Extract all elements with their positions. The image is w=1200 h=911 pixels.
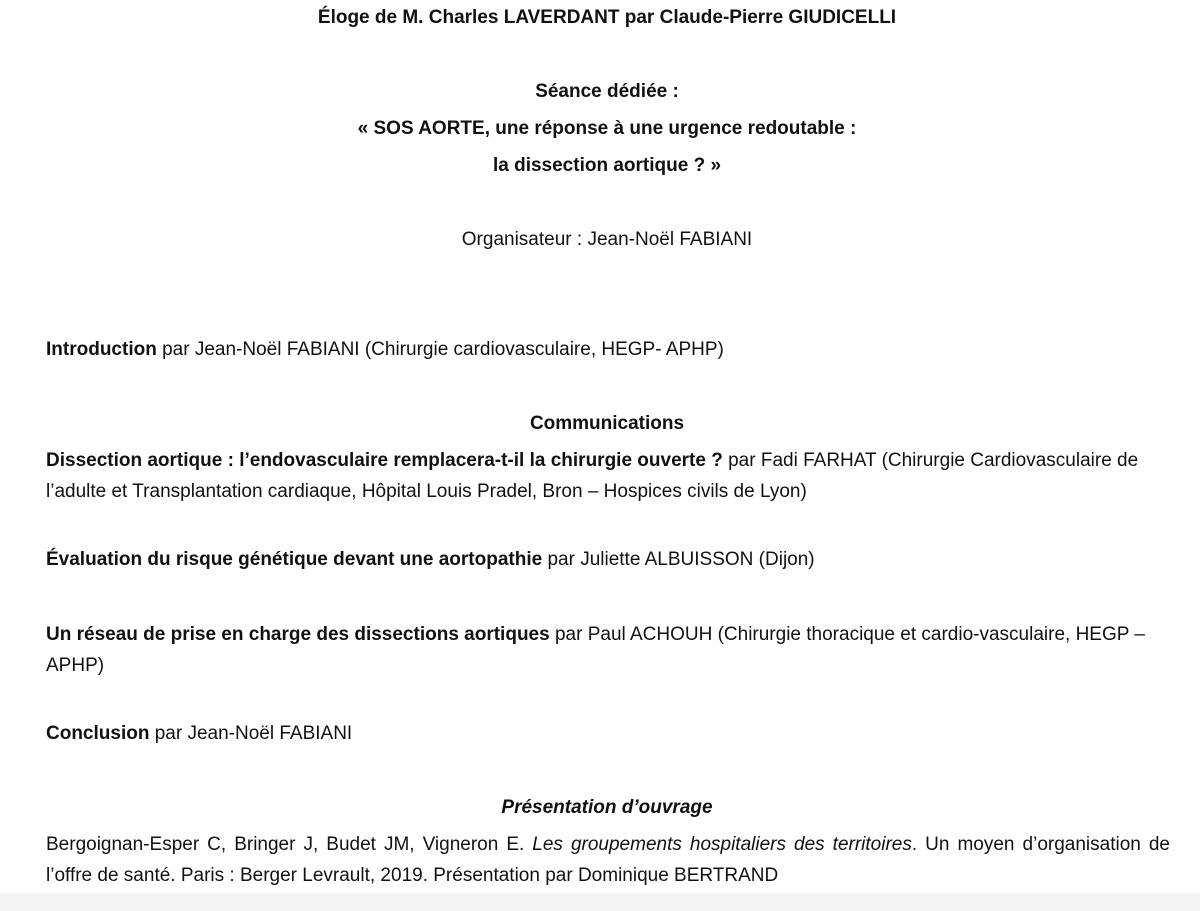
presentation-heading: Présentation d’ouvrage [501, 797, 713, 818]
conclusion-label: Conclusion [46, 723, 150, 744]
presentation-paragraph [46, 829, 1170, 891]
introduction-text: par Jean-Noël FABIANI (Chirurgie cardiovasculaire, HEGP- APHP) [156, 339, 724, 360]
seance-title-line2: la dissection aortique ? » [492, 155, 722, 176]
presentation-book-title: Les groupements hospitaliers des territoires [532, 834, 912, 855]
communication-title: Dissection aortique : l’endovasculaire remplacera-t-il la chirurgie ouverte ? [46, 450, 723, 471]
conclusion-paragraph [46, 718, 1170, 749]
page-bottom-edge [0, 893, 1200, 911]
communication-item [46, 445, 1170, 507]
seance-label: Séance dédiée : [535, 81, 679, 102]
introduction-label: Introduction [46, 339, 157, 360]
communication-item [46, 619, 1170, 681]
conclusion-text: par Jean-Noël FABIANI [149, 723, 353, 744]
introduction-paragraph [46, 334, 1170, 365]
presentation-rest: . Un moyen d’organisation de l’offre de santé. Paris : Berger Levrault, 2019. Présentation par Dominique BERTRAND [46, 834, 1170, 886]
communications-heading: Communications [529, 413, 685, 434]
communication-text: par Fadi FARHAT (Chirurgie Cardiovasculaire de l’adulte et Transplantation cardiaque, Hôpital Louis Pradel, Bron – Hospices civils de Lyon) [46, 450, 1139, 502]
communication-text: par Paul ACHOUH (Chirurgie thoracique et cardio-vasculaire, HEGP – APHP) [46, 624, 1145, 676]
presentation-authors: Bergoignan-Esper C, Bringer J, Budet JM, Vigneron E. [46, 834, 533, 855]
communication-title: Un réseau de prise en charge des dissections aortiques [46, 624, 550, 645]
communication-text: par Juliette ALBUISSON (Dijon) [542, 549, 815, 570]
seance-title-line1: « SOS AORTE, une réponse à une urgence redoutable : [357, 118, 857, 139]
organisateur-line: Organisateur : Jean-Noël FABIANI [461, 229, 753, 250]
communication-item [46, 544, 1170, 575]
eloge-line: Éloge de M. Charles LAVERDANT par Claude-Pierre GIUDICELLI [317, 7, 897, 28]
communication-title: Évaluation du risque génétique devant une aortopathie [46, 549, 543, 570]
